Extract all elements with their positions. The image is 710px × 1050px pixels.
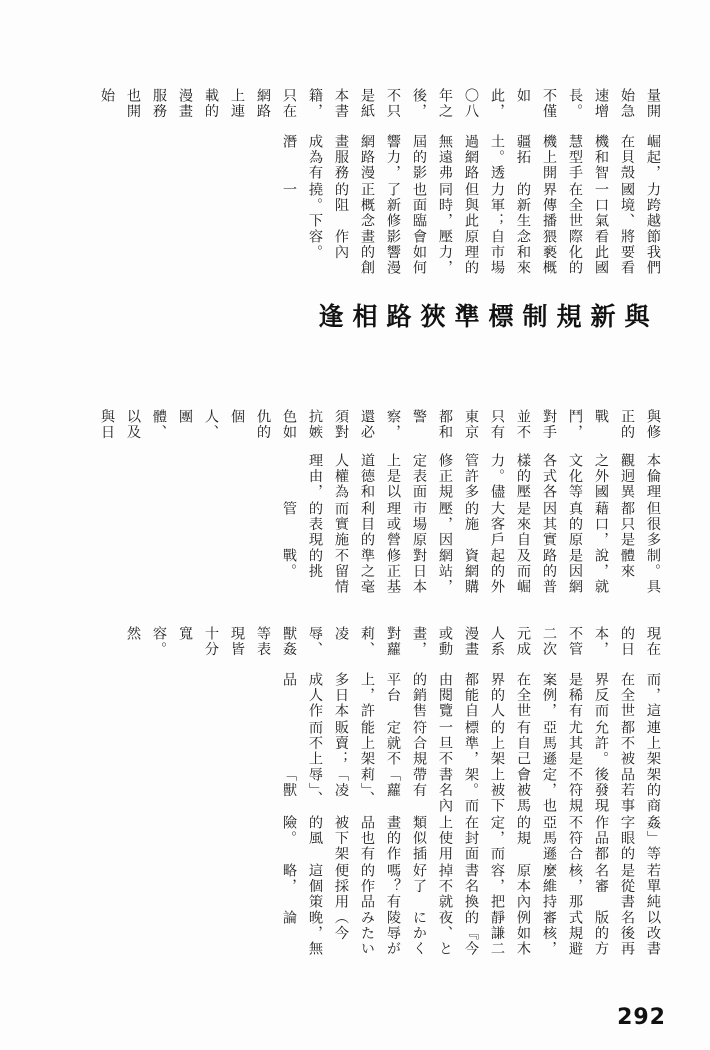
text-column: 本倫理觀迥異之外國文化等各式各樣的壓力。儘管許多修正規定表面上是以道德和人權為理由， bbox=[307, 453, 661, 500]
text-column: 與修正的戰鬥，對手並不只有東京都和警察，還必須對抗嫉色如仇的個人、團體、以及與日 bbox=[99, 408, 661, 440]
page-number: 292 bbox=[617, 1005, 666, 1030]
text-column: 姦」等字眼的作品都不符合亞馬遜的規定，而在封面上使用類似插畫的作品也有被下架的風險。 bbox=[281, 815, 661, 862]
text-column: 連上架都不被允許。尤其是亞馬遜有自己的上架標準，一旦不符合規定就不能上架販賣；而不上 bbox=[307, 719, 661, 767]
text-column: 量開始急速增長。不僅如此，〇八年之後，不只是紙本書籍，只在網路上連載的漫畫服務也開始 bbox=[99, 88, 661, 120]
text-column: 但很多都只是藉口，真的原因其實是來自大客戶的施壓，因市場原理或營利目的而實施的表現管 bbox=[281, 500, 661, 548]
text-column: 而，這在全世界反而是稀有案例，在全世界的人都能自由閱覽的銷售平台上，許多日本成人作品 bbox=[281, 672, 661, 719]
text-column: 節我們將要看看此國際化的猥褻概念和來自市場原理的壓力，會如何影響漫畫的創作內容。 bbox=[307, 229, 661, 277]
section-heading: 與新規制標準狹路相逢 bbox=[315, 302, 650, 331]
page-text-body bbox=[44, 58, 666, 958]
text-column: 架的商品若事後發現不符規定，也會被馬上被下架。而書名內帶有「蘿莉」、「凌辱」、「獸 bbox=[281, 767, 661, 815]
text-column: 若單純是從書名審核，那麼維持原本內容，把書名換掉不就好了嗎？有的作品便採用這個策略， bbox=[281, 862, 661, 910]
text-column: 崛起，在貝殼機和智慧型手機上開疆拓土。透過網路無遠弗屆的影響力，網路漫畫服務成為有潛 bbox=[281, 134, 661, 181]
text-column: 力跨越國境、一口氣在全世界傳播的新生力軍；但與此同時，也面臨了新修正概念的阻撓。下一 bbox=[281, 181, 661, 229]
text-column: 以改書名後再版的方式規避審核，例如木靜謙二的『今夜、とにかく陵辱がみたい（今晚，無論 bbox=[281, 910, 661, 958]
text-column: 制。具體來說，就是因網路的普及而崛起的外資網購網站，對日本修正基準之毫不留情的挑戰。 bbox=[281, 548, 661, 596]
text-column: 現在的日本，不管二次元成人系漫畫或動畫，對蘿莉、凌辱、獸姦等表現皆十分寬容。然 bbox=[125, 626, 661, 658]
